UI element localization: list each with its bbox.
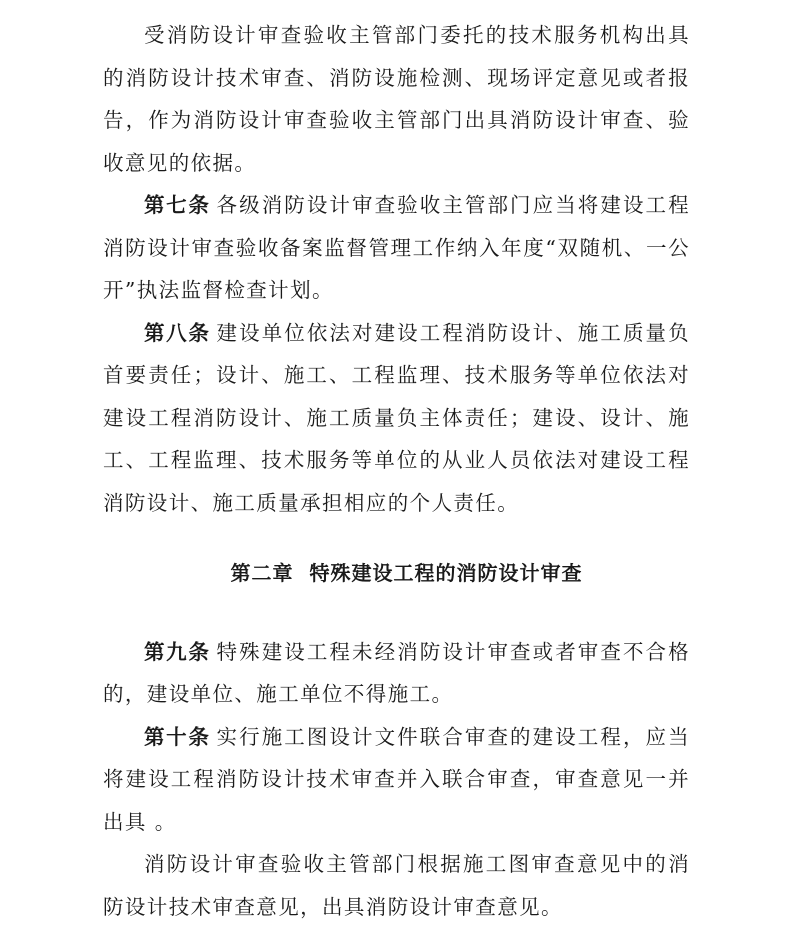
article-10 (103, 716, 690, 844)
article-9-label: 第九条 (144, 639, 211, 664)
paragraph-intro: 受消防设计审查验收主管部门委托的技术服务机构出具的消防设计技术审查、消防设施检测、现场评定意见或者报告，作为消防设计审查验收主管部门出具消防设计审查、验收意见的依据。 (103, 23, 690, 175)
article-8-label: 第八条 (144, 320, 211, 345)
article-10-text: 实行施工图设计文件联合审查的建设工程，应当将建设工程消防设计技术审查并入联合审查，审查意见一并出具 。 (103, 724, 691, 834)
article-8 (103, 312, 690, 525)
article-7-text: 各级消防设计审查验收主管部门应当将建设工程消防设计审查验收备案监督管理工作纳入年度“双随机、一公开”执法监督检查计划。 (103, 193, 691, 302)
chapter-2-heading: 第二章 特殊建设工程的消防设计审查 (230, 561, 583, 585)
paragraph-final: 消防设计审查验收主管部门根据施工图审查意见中的消防设计技术审查意见，出具消防设计审查意见。 (103, 852, 690, 919)
article-8-text: 建设单位依法对建设工程消防设计、施工质量负首要责任；设计、施工、工程监理、技术服务等单位依法对建设工程消防设计、施工质量负主体责任；建设、设计、施工、工程监理、技术服务等单位的从业人员依法对建设工程消防设计、施工质量承担相应的个人责任。 (103, 320, 691, 515)
article-7 (103, 184, 690, 312)
article-9-text: 特殊建设工程未经消防设计审查或者审查不合格的，建设单位、施工单位不得施工。 (103, 639, 691, 706)
article-7-label: 第七条 (144, 193, 211, 217)
spacer (103, 524, 690, 552)
spacer (103, 595, 690, 631)
article-9 (103, 631, 690, 716)
article-10-label: 第十条 (144, 724, 211, 749)
